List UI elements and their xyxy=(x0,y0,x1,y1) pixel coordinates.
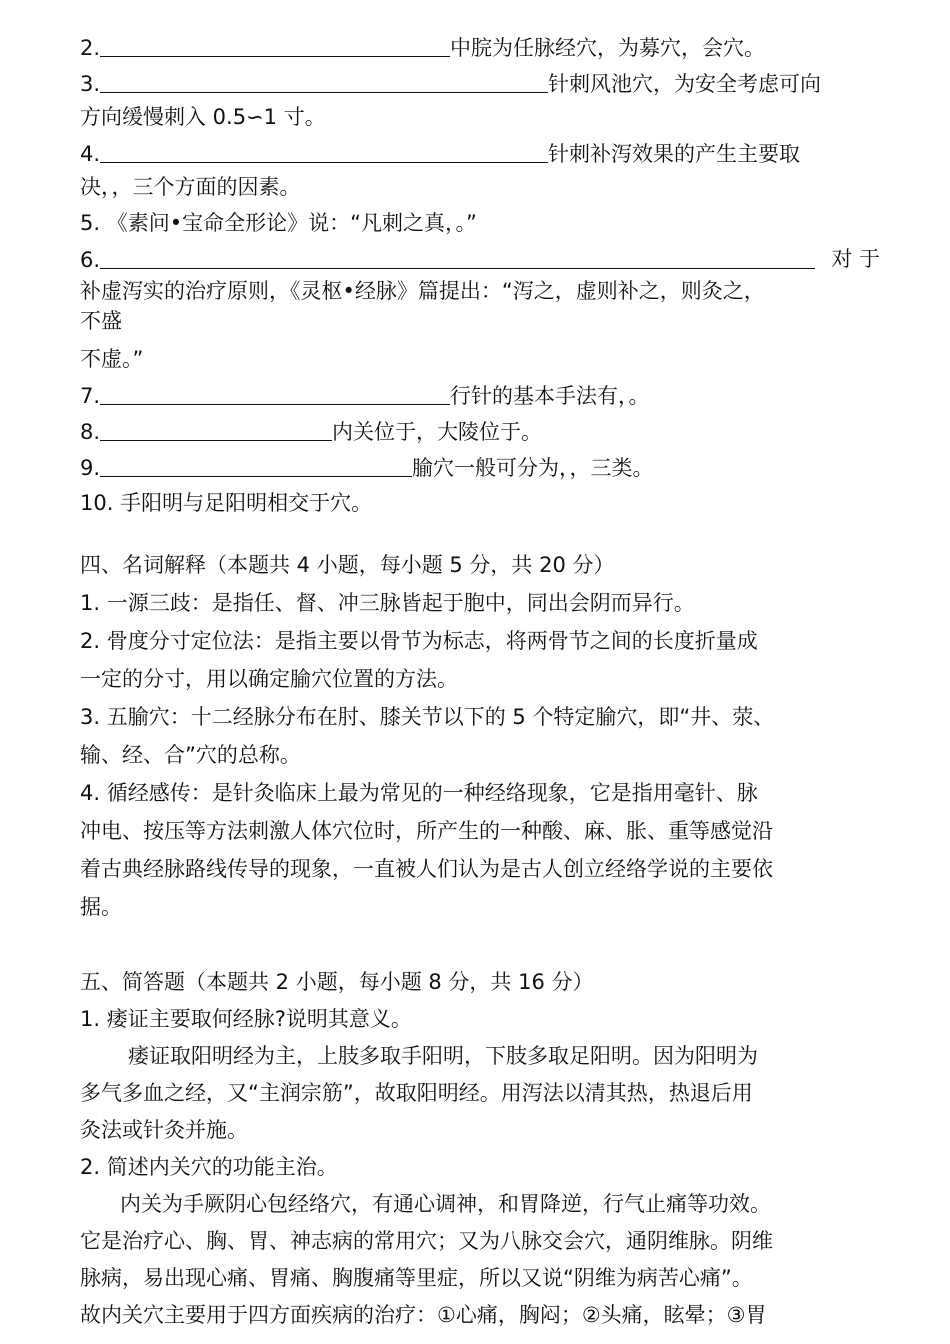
definition-item-continued: 输、经、合”穴的总称。 xyxy=(80,743,301,767)
question-9 xyxy=(80,450,880,484)
question-6-continued: 不虚。” xyxy=(80,347,144,371)
definition-item: 2. 骨度分寸定位法：是指主要以骨节为标志，将两骨节之间的长度折量成 xyxy=(80,629,758,653)
question-6 xyxy=(80,242,880,276)
question-number: 4. xyxy=(80,142,101,166)
definition-item-continued: 着古典经脉路线传导的现象，一直被人们认为是古人创立经络学说的主要依 xyxy=(80,857,773,881)
question-3 xyxy=(80,66,880,100)
question-text: 针刺风池穴，为安全考虑可向 xyxy=(548,72,822,96)
answer-blank[interactable] xyxy=(100,30,450,57)
answer-text: 它是治疗心、胸、胃、神志病的常用穴；又为八脉交会穴，通阴维脉。阴维 xyxy=(80,1229,773,1253)
question-6-continued: 不盛 xyxy=(80,309,122,333)
question-number: 9. xyxy=(80,456,101,480)
section-short-answer xyxy=(80,964,880,1334)
short-question: 2. 简述内关穴的功能主治。 xyxy=(80,1155,338,1179)
question-text: 内关位于，大陵位于。 xyxy=(332,420,543,444)
question-8 xyxy=(80,414,880,448)
short-question: 1. 痿证主要取何经脉?说明其意义。 xyxy=(80,1007,412,1031)
section-definitions xyxy=(80,546,880,926)
question-7 xyxy=(80,378,880,412)
answer-blank[interactable] xyxy=(100,450,412,477)
question-3-continued: 方向缓慢刺入 0.5∽1 寸。 xyxy=(80,105,326,129)
answer-text: 脉病，易出现心痛、胃痛、胸腹痛等里症，所以又说“阴维为病苦心痛”。 xyxy=(80,1266,753,1290)
question-5: 5. 《素问•宝命全形论》说：“凡刺之真，。” xyxy=(80,211,477,235)
question-number: 8. xyxy=(80,420,101,444)
definition-item: 4. 循经感传：是针灸临床上最为常见的一种经络现象，它是指用毫针、脉 xyxy=(80,781,758,805)
question-text: 对 于 xyxy=(831,247,880,271)
document-page xyxy=(80,30,880,1334)
answer-text: 多气多血之经，又“主润宗筋”，故取阳明经。用泻法以清其热，热退后用 xyxy=(80,1081,753,1105)
definition-item-continued: 一定的分寸，用以确定腧穴位置的方法。 xyxy=(80,667,458,691)
answer-text: 痿证取阳明经为主，上肢多取手阳明，下肢多取足阳明。因为阳明为 xyxy=(128,1044,758,1068)
question-number: 3. xyxy=(80,72,101,96)
definition-item-continued: 冲电、按压等方法刺激人体穴位时，所产生的一种酸、麻、胀、重等感觉沿 xyxy=(80,819,773,843)
section-heading: 五、简答题（本题共 2 小题，每小题 8 分，共 16 分） xyxy=(80,970,594,994)
question-4 xyxy=(80,136,880,170)
answer-blank[interactable] xyxy=(100,242,815,269)
question-text: 中脘为任脉经穴，为募穴，会穴。 xyxy=(450,36,766,60)
question-text: 行针的基本手法有，。 xyxy=(450,384,650,408)
answer-blank[interactable] xyxy=(100,378,450,405)
definition-item-continued: 据。 xyxy=(80,895,122,919)
answer-blank[interactable] xyxy=(100,66,548,93)
question-number: 6. xyxy=(80,248,101,272)
question-number: 2. xyxy=(80,36,101,60)
question-6-continued: 补虚泻实的治疗原则，《灵枢•经脉》篇提出：“泻之，虚则补之，则灸之， xyxy=(80,279,765,303)
answer-blank[interactable] xyxy=(100,414,332,441)
question-text: 腧穴一般可分为，，三类。 xyxy=(412,456,654,480)
question-text: 针刺补泻效果的产生主要取 xyxy=(548,142,801,166)
question-number: 7. xyxy=(80,384,101,408)
answer-text: 故内关穴主要用于四方面疾病的治疗：①心痛，胸闷；②头痛，眩晕；③胃 xyxy=(80,1303,767,1327)
answer-blank[interactable] xyxy=(100,136,548,163)
definition-item: 3. 五腧穴：十二经脉分布在肘、膝关节以下的 5 个特定腧穴，即“井、荥、 xyxy=(80,705,775,729)
question-10: 10. 手阳明与足阳明相交于穴。 xyxy=(80,491,373,515)
definition-item: 1. 一源三歧：是指任、督、冲三脉皆起于胞中，同出会阴而异行。 xyxy=(80,591,695,615)
section-heading: 四、名词解释（本题共 4 小题，每小题 5 分，共 20 分） xyxy=(80,553,615,577)
answer-text: 灸法或针灸并施。 xyxy=(80,1118,248,1142)
answer-text: 内关为手厥阴心包经络穴，有通心调神，和胃降逆，行气止痛等功效。 xyxy=(120,1192,771,1216)
question-4-continued: 决，，三个方面的因素。 xyxy=(80,175,301,199)
question-2 xyxy=(80,30,880,64)
